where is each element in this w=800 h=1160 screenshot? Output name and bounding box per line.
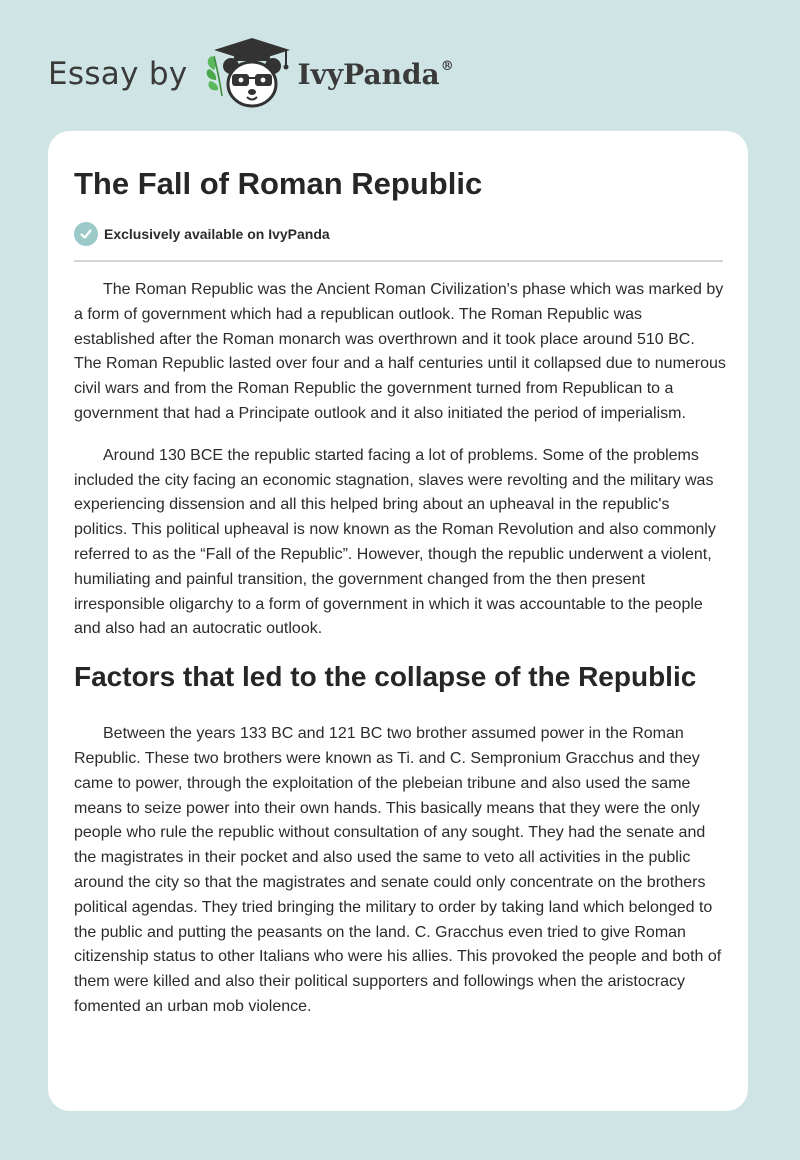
paragraph: Around 130 BCE the republic started facing a lot of problems. Some of the problems included the city facing an economic stagnation, slaves were revolting and the military was experiencing dissension and all this helped bring about an upheaval in the republic's politics. This political upheaval is now known as the Roman Revolution and also commonly referred to as the “Fall of the Republic”. However, though the republic underwent a violent, humiliating and painful transition, the government changed from the then present irresponsible oligarchy to a form of government in which it was accountable to the people and also had an autocratic outlook. [74, 446, 716, 638]
essay-card [48, 131, 748, 1111]
check-icon [74, 222, 98, 246]
paragraph: Between the years 133 BC and 121 BC two brother assumed power in the Roman Republic. These two brothers were known as Ti. and C. Sempronium Gracchus and they came to power, through the exploitation of the plebeian tribune and also used the same means to seize power into their own hands. This basically means that they were the only people who rule the republic without consultation of any sought. They had the senate and the magistrates in their pocket and also used the same to veto all activities in the public around the city so that the magistrates and senate could only concentrate on the brothers political agendas. They tried bringing the military to order by taking land which belonged to the public and putting the peasants on the land. C. Gracchus even tried to give Roman citizenship status to other Italians who were his allies. This provoked the people and both of them were killed and also their political supporters and followings when the aristocracy fomented an urban mob violence. [74, 725, 722, 1015]
page-title: The Fall of Roman Republic [74, 166, 483, 201]
brand-name: IvyPanda® [297, 57, 454, 91]
section-heading: Factors that led to the collapse of the Republic [74, 661, 697, 693]
exclusive-badge [74, 222, 722, 246]
leaf-icon [206, 56, 221, 96]
brand-prefix: Essay by [48, 56, 188, 92]
divider [74, 260, 723, 262]
exclusive-label: Exclusively available on IvyPanda [104, 226, 330, 242]
brand-logo[interactable] [48, 36, 454, 112]
paragraph: The Roman Republic was the Ancient Roman Civilization's phase which was marked by a form of government which had a republican outlook. The Roman Republic was established after the Roman monarch was overthrown and it took place around 510 BC. The Roman Republic lasted over four and a half centuries until it collapsed due to numerous civil wars and from the Roman Republic the government turned from Republican to a government that had a Principate outlook and it also initiated the period of imperialism. [74, 281, 726, 422]
panda-graduate-icon [204, 36, 292, 112]
registered-mark: ® [440, 58, 454, 74]
